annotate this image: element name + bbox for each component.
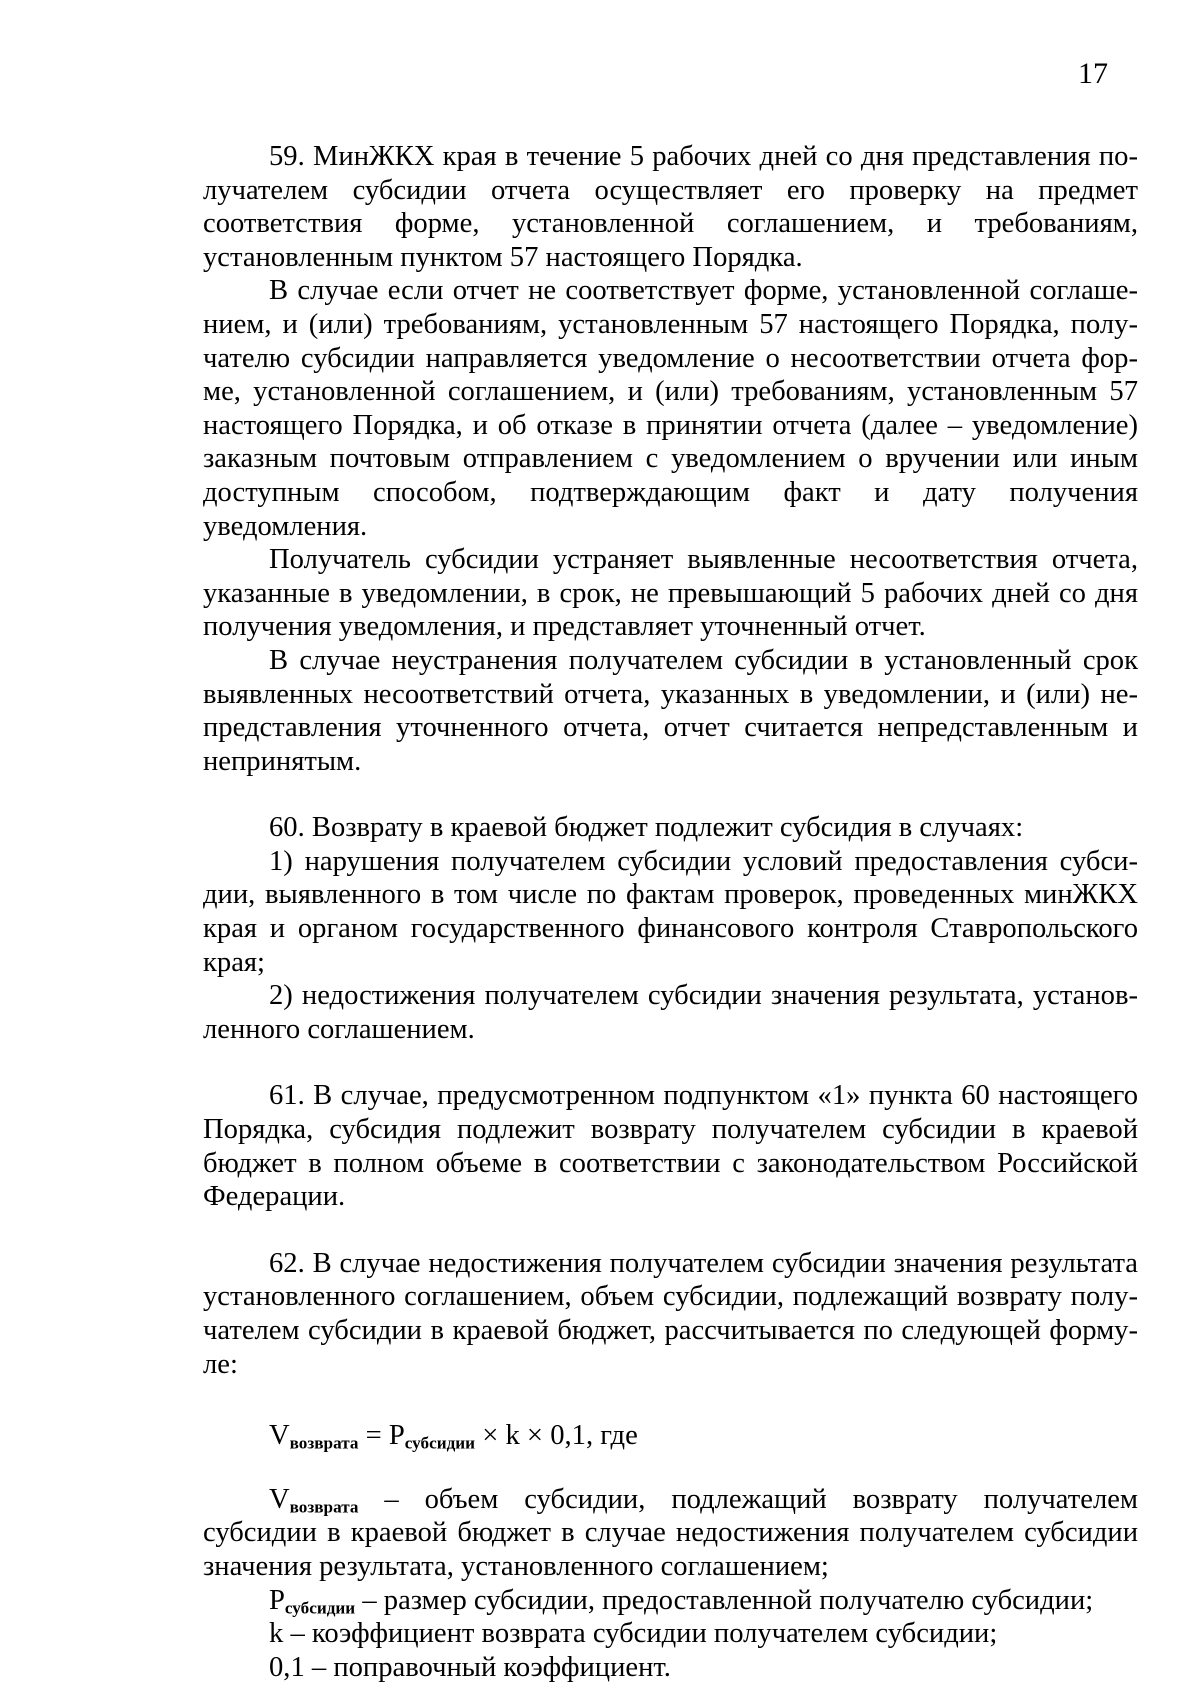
definition-p [203,1584,1138,1618]
page-number: 17 [1078,57,1108,90]
formula-equals: = [358,1420,389,1452]
paragraph-62: 62. В случае недостижения получателем субсидии значения результата установленного соглашением, объем субсидии, подлежащий возврату получателем субсидии в краевой бюджет, рассчитывается по следующей формуле: [203,1247,1138,1380]
formula-p-symbol: P [388,1420,405,1452]
definition-v-symbol: V [269,1483,290,1515]
definition-v [203,1483,1138,1584]
paragraph-59-not-accepted: В случае неустранения получателем субсидии в установленный срок выявленных несоответствий отчета, указанных в уведомлении, и (или) непредставления уточненного отчета, отчет считается непредставленным и непринятым. [203,644,1138,777]
paragraph-60-subitem-1: 1) нарушения получателем субсидии условий предоставления субсидии, выявленного в том числе по фактам проверок, проведенных минЖКХ края и органом государственного финансового контроля Ставропольского края; [203,845,1138,978]
definition-v-subscript: возврата [289,1497,359,1517]
definition-p-symbol: P [269,1584,285,1616]
formula-v-subscript: возврата [289,1433,359,1453]
formula-v-symbol: V [269,1420,290,1452]
definition-v-text: – объем субсидии, подлежащий возврату получателем субсидии в краевой бюджет в случае недостижения получателем субсидии значения результата, установленного соглашением; [203,1483,1138,1582]
paragraph-59-nonconformity: В случае если отчет не соответствует форме, установленной соглашением, и (или) требованиям, установленным 57 настоящего Порядка, получателю субсидии направляется уведомление о несоответствии отчета форме, установленной соглашением, и (или) требованиям, установленным 57 настоящего Порядка, и об отказе в принятии отчета (далее – уведомление) заказным почтовым отправлением с уведомлением о вручении или иным доступным способом, подтверждающим факт и дату получения уведомления. [203,275,1138,542]
definition-p-text: – размер субсидии, предоставленной получателю субсидии; [355,1584,1094,1616]
definition-k: k – коэффициент возврата субсидии получателем субсидии; [269,1618,998,1650]
paragraph-61: 61. В случае, предусмотренном подпунктом «1» пункта 60 настоящего Порядка, субсидия подлежит возврату получателем субсидии в краевой бюджет в полном объеме в соответствии с законодательством Российской Федерации. [203,1080,1138,1213]
formula-p-subscript: субсидии [404,1433,476,1453]
definition-correction-factor: 0,1 – поправочный коэффициент. [269,1651,671,1683]
paragraph-59: 59. МинЖКХ края в течение 5 рабочих дней со дня представления получателем субсидии отчета осуществляет его проверку на предмет соответствия форме, установленной соглашением, и требованиям, установленным пунктом 57 настоящего Порядка. [203,141,1138,273]
definition-p-subscript: субсидии [284,1597,356,1617]
return-formula [203,1419,1138,1453]
document-body [203,140,1138,1684]
paragraph-60-subitem-2: 2) недостижения получателем субсидии значения результата, установленного соглашением. [203,980,1138,1045]
paragraph-60: 60. Возврату в краевой бюджет подлежит субсидия в случаях: [269,812,1024,844]
paragraph-59-correction: Получатель субсидии устраняет выявленные несоответствия отчета, указанные в уведомлении, в срок, не превышающий 5 рабочих дней со дня получения уведомления, и представляет уточненный отчет. [203,544,1138,643]
formula-rest: × k × 0,1, где [475,1420,638,1452]
